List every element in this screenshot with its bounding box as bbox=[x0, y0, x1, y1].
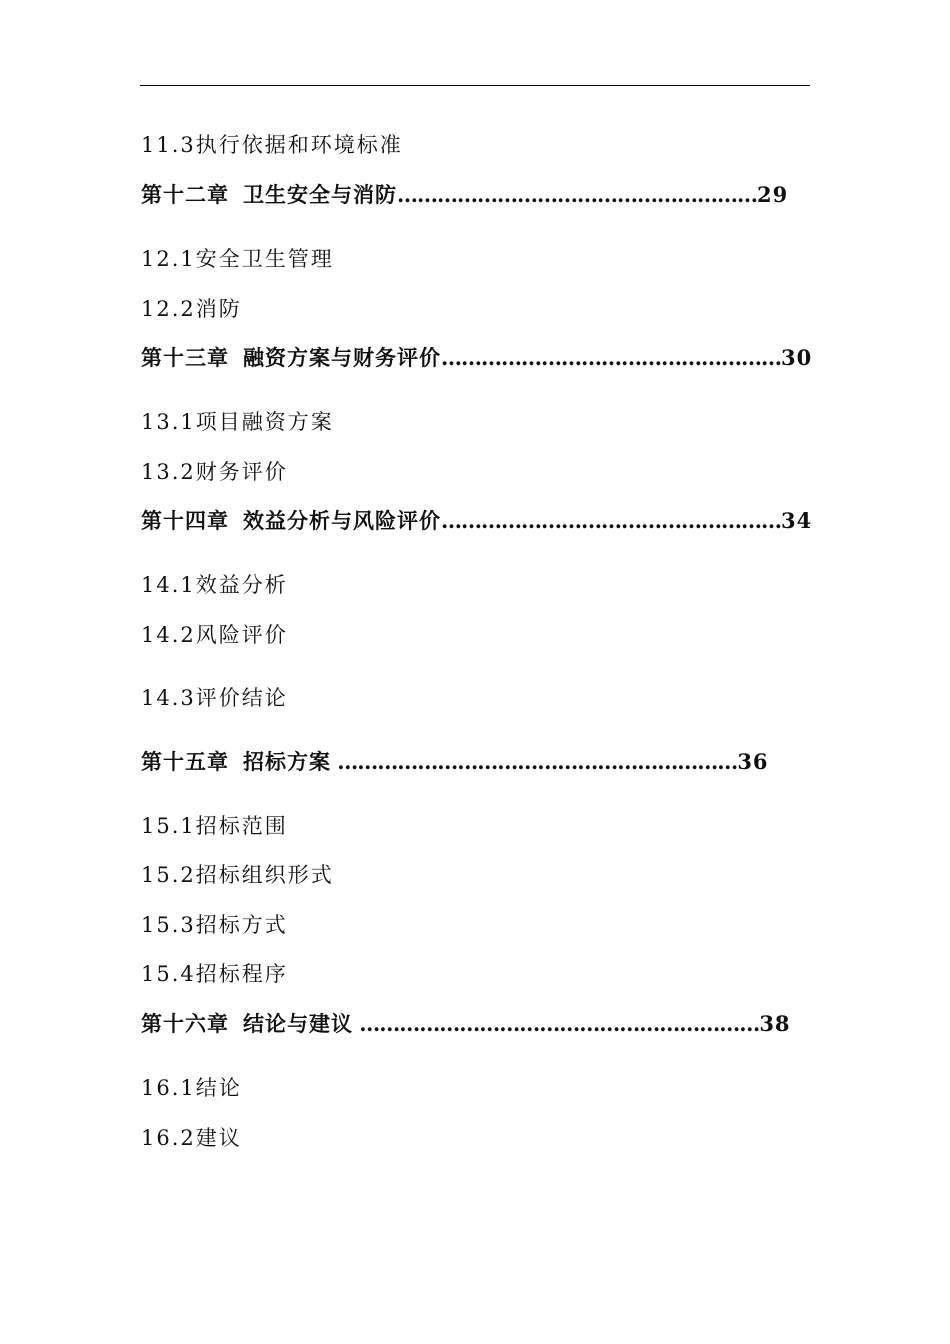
dot-leader: …………………………………………………… bbox=[331, 749, 738, 774]
toc-entry-16-1: 16.1结论 bbox=[141, 1076, 242, 1100]
toc-entry-11-3: 11.3执行依据和环境标准 bbox=[141, 133, 403, 157]
table-of-contents bbox=[141, 0, 813, 1344]
toc-chapter-15[interactable] bbox=[141, 747, 769, 777]
toc-entry-13-2: 13.2财务评价 bbox=[141, 460, 288, 484]
chapter-title: 结论与建议 bbox=[243, 1011, 353, 1036]
toc-entry-15-1: 15.1招标范围 bbox=[141, 814, 288, 838]
page-number: 38 bbox=[759, 1011, 791, 1036]
dot-leader: ……………………………………………… bbox=[397, 182, 757, 207]
toc-entry-14-2: 14.2风险评价 bbox=[141, 623, 288, 647]
chapter-number: 第十五章 bbox=[141, 749, 229, 774]
dot-leader: …………………………………………… bbox=[441, 508, 781, 533]
chapter-number: 第十六章 bbox=[141, 1011, 229, 1036]
page-number: 36 bbox=[737, 749, 769, 774]
page-number: 34 bbox=[781, 508, 813, 533]
toc-chapter-12[interactable] bbox=[141, 180, 788, 210]
toc-entry-13-1: 13.1项目融资方案 bbox=[141, 410, 334, 434]
chapter-number: 第十三章 bbox=[141, 345, 229, 370]
toc-chapter-14[interactable] bbox=[141, 506, 812, 536]
toc-entry-12-1: 12.1安全卫生管理 bbox=[141, 247, 334, 271]
dot-leader: …………………………………………………… bbox=[353, 1011, 760, 1036]
chapter-title: 融资方案与财务评价 bbox=[243, 345, 441, 370]
toc-entry-15-2: 15.2招标组织形式 bbox=[141, 863, 334, 887]
chapter-title: 卫生安全与消防 bbox=[243, 182, 397, 207]
toc-entry-15-4: 15.4招标程序 bbox=[141, 962, 288, 986]
chapter-title: 效益分析与风险评价 bbox=[243, 508, 441, 533]
toc-entry-12-2: 12.2消防 bbox=[141, 297, 242, 321]
toc-entry-14-1: 14.1效益分析 bbox=[141, 573, 288, 597]
toc-entry-14-3: 14.3评价结论 bbox=[141, 686, 288, 710]
toc-entry-16-2: 16.2建议 bbox=[141, 1126, 242, 1150]
toc-entry-15-3: 15.3招标方式 bbox=[141, 913, 288, 937]
dot-leader: …………………………………………… bbox=[441, 345, 781, 370]
chapter-title: 招标方案 bbox=[243, 749, 331, 774]
page-number: 30 bbox=[781, 345, 813, 370]
page-number: 29 bbox=[757, 182, 789, 207]
toc-chapter-16[interactable] bbox=[141, 1009, 791, 1039]
toc-chapter-13[interactable] bbox=[141, 343, 812, 373]
chapter-number: 第十二章 bbox=[141, 182, 229, 207]
chapter-number: 第十四章 bbox=[141, 508, 229, 533]
